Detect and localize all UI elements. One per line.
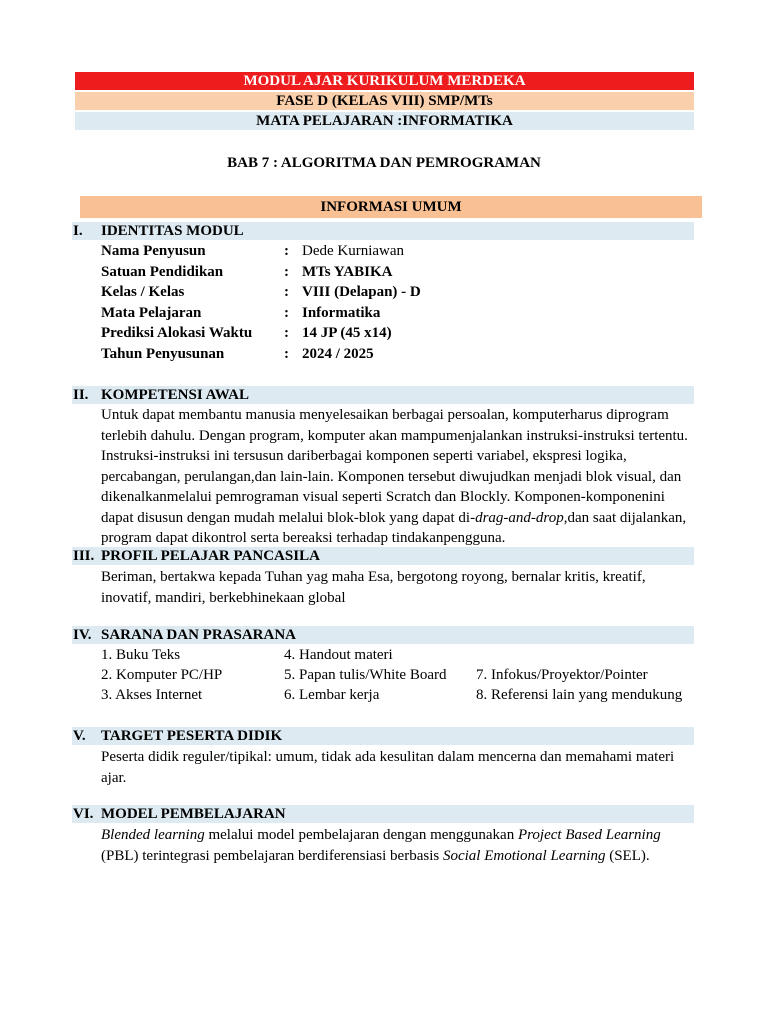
section-number: III.: [73, 548, 95, 564]
section-title: TARGET PESERTA DIDIK: [101, 728, 283, 744]
row-label: Tahun Penyusunan: [101, 346, 225, 362]
row-value: VIII (Delapan) - D: [302, 284, 421, 300]
row-colon: :: [284, 346, 289, 362]
section-header-kompetensi: [72, 386, 694, 404]
model-text-italic: Social Emotional Learning: [442, 847, 606, 864]
model-text-italic: Blended learning: [101, 827, 205, 843]
model-text-part: (PBL) terintegrasi pembelajaran berdiferensiasi berbasis: [101, 847, 443, 864]
info-umum-band: [80, 196, 702, 218]
row-colon: :: [284, 305, 289, 321]
section-title: SARANA DAN PRASARANA: [101, 627, 297, 643]
section-title: KOMPETENSI AWAL: [101, 387, 249, 403]
section-header-model: [72, 805, 694, 823]
target-text: Peserta didik reguler/tipikal: umum, tidak ada kesulitan dalam mencerna dan memahami materi ajar.: [101, 749, 675, 786]
row-colon: :: [284, 325, 289, 341]
row-value: 2024 / 2025: [302, 346, 374, 362]
row-label: Nama Penyusun: [101, 243, 206, 259]
row-value: 14 JP (45 x14): [302, 325, 392, 341]
sarana-item: 7. Infokus/Proyektor/Pointer: [476, 667, 648, 683]
kompetensi-text-part: ,dan saat dijalankan, program dapat dikontrol serta bereaksi terhadap tindakanpengguna.: [101, 509, 687, 546]
model-text-part: (SEL).: [605, 847, 650, 864]
section-header-sarana: [72, 626, 694, 644]
section-title: PROFIL PELAJAR PANCASILA: [101, 548, 320, 564]
kompetensi-text-part: Untuk dapat membantu manusia menyelesaikan berbagai persoalan, komputerharus diprogram terlebih dahulu. Dengan program, komputer akan mampumenjalankan instruksi-instruksi tertentu. Instruksi-instruksi ini tersusun dariberbagai komponen seperti variabel, ekspresi logika, percabangan, perulangan,dan lain-lain. Komponen tersebut diwujudkan menjadi blok visual, dan dikenalkanmelalui pemrograman visual seperti Scratch dan Blockly. Komponen-komponenini dapat disusun dengan mudah melalui blok-blok yang dapat di-: [101, 407, 688, 526]
row-label: Kelas / Kelas: [101, 284, 185, 300]
phase-band: [75, 92, 694, 110]
sarana-item: 2. Komputer PC/HP: [101, 667, 223, 683]
phase-title: FASE D (KELAS VIII) SMP/MTs: [276, 93, 493, 109]
section-header-identitas: [72, 222, 694, 240]
row-label: Satuan Pendidikan: [101, 264, 224, 280]
sarana-item: 5. Papan tulis/White Board: [284, 667, 447, 683]
row-colon: :: [284, 243, 289, 259]
row-label: Mata Pelajaran: [101, 305, 202, 321]
chapter-title: BAB 7 : ALGORITMA DAN PEMROGRAMAN: [227, 155, 541, 171]
row-colon: :: [284, 284, 289, 300]
row-value: Informatika: [302, 305, 381, 321]
section-number: V.: [73, 728, 86, 744]
row-colon: :: [284, 264, 289, 280]
sarana-item: 8. Referensi lain yang mendukung: [476, 687, 683, 703]
section-number: I.: [73, 223, 83, 239]
model-text: [101, 825, 696, 866]
profil-text: Beriman, bertakwa kepada Tuhan yag maha Esa, bergotong royong, bernalar kritis, kreatif, inovatif, mandiri, berkebhinekaan global: [101, 569, 646, 606]
sarana-item: 6. Lembar kerja: [284, 687, 380, 703]
row-value: Dede Kurniawan: [302, 243, 405, 259]
info-umum-title: INFORMASI UMUM: [320, 199, 462, 215]
sarana-item: 1. Buku Teks: [101, 647, 181, 663]
row-value: MTs YABIKA: [302, 264, 393, 280]
section-number: VI.: [73, 806, 94, 822]
model-text-part: melalui model pembelajaran dengan menggunakan: [204, 827, 518, 843]
section-title: IDENTITAS MODUL: [101, 223, 244, 239]
subject-title: MATA PELAJARAN :INFORMATIKA: [256, 113, 513, 129]
section-number: IV.: [73, 627, 92, 643]
kompetensi-text-italic: drag-and-drop: [475, 509, 564, 526]
section-number: II.: [73, 387, 89, 403]
module-title-band: [75, 72, 694, 90]
kompetensi-text: [101, 405, 696, 549]
subject-band: [75, 112, 694, 130]
section-title: MODEL PEMBELAJARAN: [101, 806, 286, 822]
sarana-item: 3. Akses Internet: [101, 687, 203, 703]
section-header-profil: [72, 547, 694, 565]
model-text-italic: Project Based Learning: [517, 827, 661, 843]
module-title: MODUL AJAR KURIKULUM MERDEKA: [243, 73, 526, 89]
section-header-target: [72, 727, 694, 745]
sarana-item: 4. Handout materi: [284, 647, 393, 663]
row-label: Prediksi Alokasi Waktu: [101, 325, 253, 341]
